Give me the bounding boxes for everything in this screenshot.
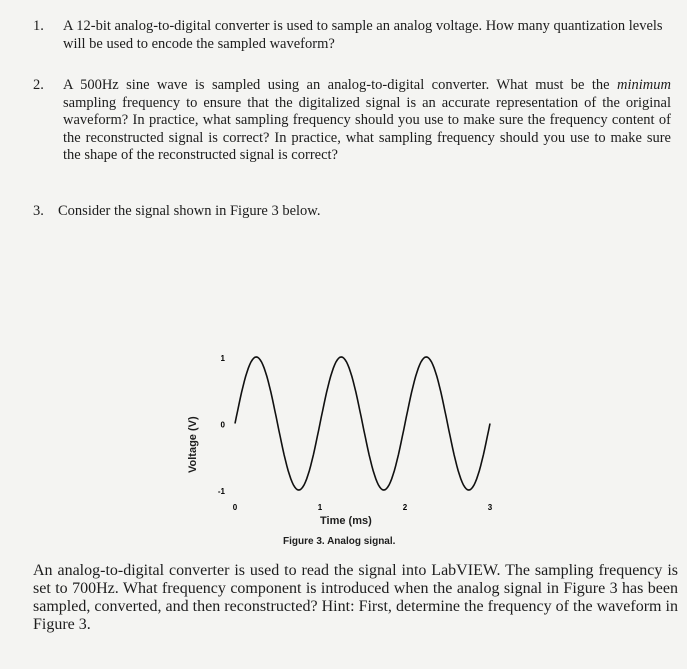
x-axis-label: Time (ms) — [320, 515, 372, 527]
y-axis-label: Voltage (V) — [187, 416, 199, 473]
question-number: 1. — [33, 18, 44, 34]
question-text: A 12-bit analog-to-digital converter is used to sample an analog voltage. How many quantization levels will be used to encode the sampled waveform? — [63, 18, 663, 52]
signal-plot — [185, 345, 515, 520]
figure-caption: Figure 3. Analog signal. — [283, 536, 396, 547]
x-tick-label: 1 — [317, 503, 323, 512]
question-number: 2. — [33, 77, 44, 93]
question-text — [63, 77, 671, 165]
signal-series-line — [235, 357, 490, 490]
y-tick-label: 0 — [220, 420, 225, 430]
final-paragraph: An analog-to-digital converter is used to read the signal into LabVIEW. The sampling frequency is set to 700Hz. What frequency component is introduced when the analog signal in Figure 3 has been sampled, converted, and then reconstructed? Hint: First, determine the frequency of the waveform in Figure 3. — [33, 562, 678, 633]
question-text-part: sampling frequency to ensure that the digitalized signal is an accurate representation of the original waveform? In practice, what sampling frequency should you use to make sure the frequency content of the reconstructed signal is correct? In practice, what sampling frequency should you use to make sure the shape of the reconstructed signal is correct? — [63, 94, 671, 163]
y-tick-label: -1 — [217, 487, 225, 496]
x-tick-label: 0 — [232, 503, 238, 512]
question-number: 3. — [33, 203, 44, 219]
question-emphasis: minimum — [617, 77, 671, 93]
question-text-part: A 500Hz sine wave is sampled using an analog-to-digital converter. What must be the — [63, 77, 618, 93]
question-text: Consider the signal shown in Figure 3 below. — [58, 203, 321, 219]
x-tick-label: 2 — [402, 503, 408, 512]
x-tick-label: 3 — [487, 503, 493, 512]
figure-3 — [185, 345, 515, 550]
y-tick-label: 1 — [220, 354, 225, 363]
